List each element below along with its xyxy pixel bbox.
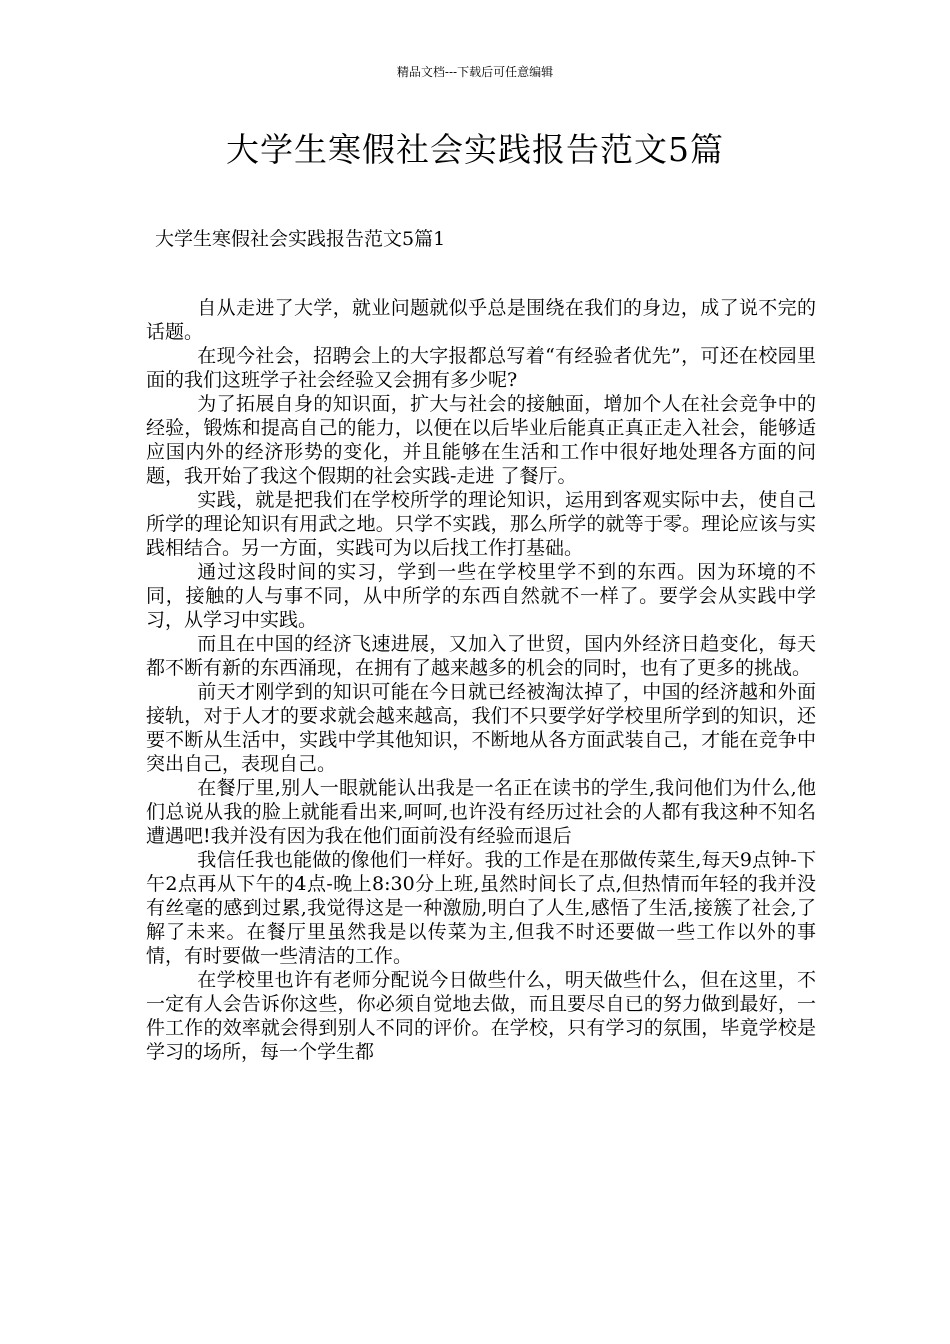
paragraph: 通过这段时间的实习，学到一些在学校里学不到的东西。因为环境的不同，接触的人与事不同，从中所学的东西自然就不一样了。要学会从实践中学习，从学习中实践。 (146, 561, 816, 631)
paragraph: 在现今社会，招聘会上的大字报都总写着“有经验者优先”，可还在校园里面的我们这班学子社会经验又会拥有多少呢? (146, 345, 816, 391)
paragraph: 为了拓展自身的知识面，扩大与社会的接触面，增加个人在社会竞争中的经验，锻炼和提高自己的能力，以便在以后毕业后能真正真正走入社会，能够适应国内外的经济形势的变化，并且能够在生活和工作中很好地处理各方面的问题，我开始了我这个假期的社会实践-走进 了餐厅。 (146, 393, 816, 487)
paragraph: 在餐厅里,别人一眼就能认出我是一名正在读书的学生,我问他们为什么,他们总说从我的脸上就能看出来,呵呵,也许没有经历过社会的人都有我这种不知名遭遇吧!我并没有因为我在他们面前没有经验而退后 (146, 777, 816, 847)
paragraph: 我信任我也能做的像他们一样好。我的工作是在那做传菜生,每天9点钟-下午2点再从下午的4点-晚上8:30分上班,虽然时间长了点,但热情而年轻的我并没有丝毫的感到过累,我觉得这是一种激励,明白了人生,感悟了生活,接簇了社会,了解了未来。在餐厅里虽然我是以传菜为主,但我不时还要做一些工作以外的事情，有时要做一些清洁的工作。 (146, 849, 816, 967)
document-body (146, 296, 816, 1064)
paragraph: 在学校里也许有老师分配说今日做些什么，明天做些什么，但在这里，不一定有人会告诉你这些，你必须自觉地去做，而且要尽自已的努力做到最好，一件工作的效率就会得到别人不同的评价。在学校，只有学习的氛围，毕竟学校是学习的场所，每一个学生都 (146, 969, 816, 1063)
paragraph: 自从走进了大学，就业问题就似乎总是围绕在我们的身边，成了说不完的话题。 (146, 297, 816, 343)
document-title: 大学生寒假社会实践报告范文5篇 (226, 130, 724, 169)
page-header: 精品文档---下载后可任意编辑 (396, 65, 554, 79)
paragraph: 前天才刚学到的知识可能在今日就已经被淘汰掉了，中国的经济越和外面接轨，对于人才的要求就会越来越高，我们不只要学好学校里所学到的知识，还要不断从生活中，实践中学其他知识，不断地从各方面武装自己，才能在竞争中突出自己，表现自己。 (146, 681, 816, 775)
paragraph: 而且在中国的经济飞速进展，又加入了世贸，国内外经济日趋变化，每天都不断有新的东西涌现，在拥有了越来越多的机会的同时，也有了更多的挑战。 (146, 633, 816, 679)
section-heading: 大学生寒假社会实践报告范文5篇1 (155, 228, 446, 250)
paragraph: 实践，就是把我们在学校所学的理论知识，运用到客观实际中去，使自己所学的理论知识有用武之地。只学不实践，那么所学的就等于零。理论应该与实践相结合。另一方面，实践可为以后找工作打基础。 (146, 489, 816, 559)
